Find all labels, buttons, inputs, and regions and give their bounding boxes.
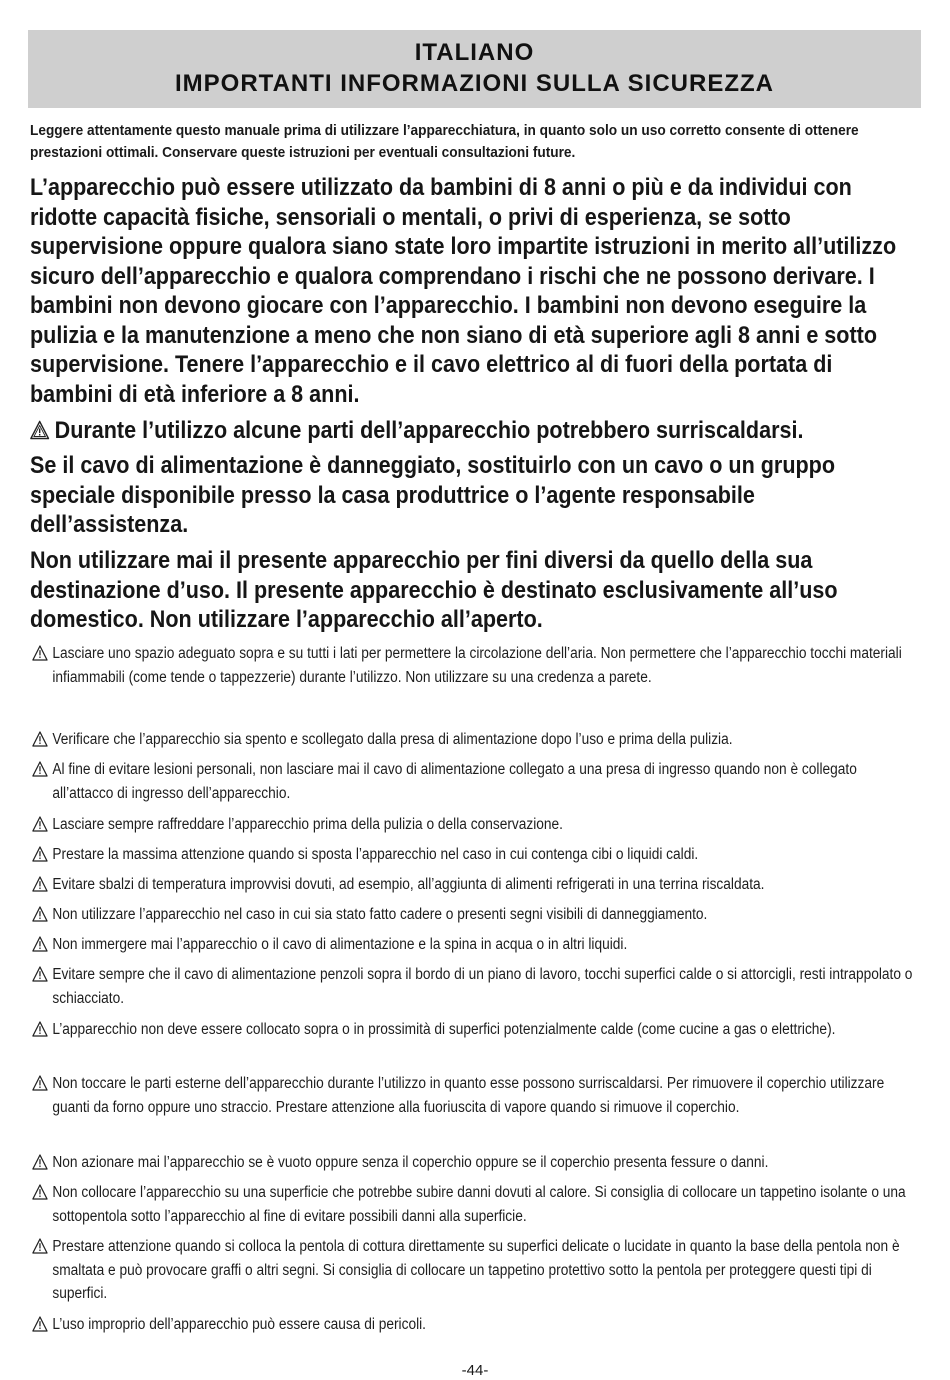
warning-text: Al fine di evitare lesioni personali, non lasciare mai il cavo di alimentazione collegato a una presa di ingresso quando non è collegato all’attacco di ingresso dell’apparecchio. [52, 761, 857, 802]
warning-text: Non toccare le parti esterne dell’apparecchio durante l’utilizzo in quanto esse possono surriscaldarsi. Per rimuovere il coperchio utilizzare guanti da forno oppure uno straccio. Prestare attenzione alla fuoriuscita di vapore quando si rimuove il coperchio. [52, 1075, 885, 1116]
warning-icon [32, 731, 48, 747]
warning-icon [32, 645, 48, 661]
warning-item [32, 1072, 917, 1119]
section-header [28, 30, 921, 108]
page-title: IMPORTANTI INFORMAZIONI SULLA SICUREZZA [175, 70, 774, 97]
warning-item [32, 873, 917, 897]
warning-icon [32, 816, 48, 832]
warning-icon [32, 876, 48, 892]
warning-icon [32, 1316, 48, 1332]
page-number: -44- [461, 1362, 489, 1379]
warning-icon [32, 846, 48, 862]
warning-item [32, 728, 917, 752]
warning-text: Non azionare mai l’apparecchio se è vuoto oppure senza il coperchio oppure se il coperchio presenta fessure o danni. [52, 1154, 769, 1171]
warning-item [32, 758, 917, 805]
warning-item [32, 903, 917, 927]
warning-text: Non collocare l’apparecchio su una superficie che potrebbe subire danni dovuti al calore. Si consiglia di collocare un tappetino isolante o una sottopentola sotto l’apparecchio al fine di evitare possibili danni alla superficie. [52, 1184, 906, 1225]
warning-icon [32, 1021, 48, 1037]
warning-text: Non utilizzare l’apparecchio nel caso in cui sia stato fatto cadere o presenti segni visibili di danneggiamento. [52, 906, 708, 923]
warning-item [32, 1313, 917, 1337]
warning-icon [32, 1075, 48, 1091]
warning-item [32, 1018, 917, 1042]
warning-item [32, 1151, 917, 1175]
warning-icon [32, 761, 48, 777]
warning-text: L’uso improprio dell’apparecchio può essere causa di pericoli. [52, 1316, 426, 1333]
warning-text: L’apparecchio non deve essere collocato sopra o in prossimità di superfici potenzialmente calde (come cucine a gas o elettriche). [52, 1021, 836, 1038]
warning-icon [32, 1238, 48, 1254]
warning-text: Evitare sempre che il cavo di alimentazione penzoli sopra il bordo di un piano di lavoro, tocchi superfici calde o si attorcigli, resti intrappolato o schiacciato. [52, 966, 913, 1007]
warning-item [32, 933, 917, 957]
warning-item [32, 1181, 917, 1228]
warning-icon [30, 418, 49, 438]
intro-paragraph: Leggere attentamente questo manuale prima di utilizzare l’apparecchiatura, in quanto solo un uso corretto consente di ottenere prestazioni ottimali. Conservare queste istruzioni per eventuali consultazioni future. [30, 122, 859, 161]
hot-parts-warning-text: Durante l’utilizzo alcune parti dell’apparecchio potrebbero surriscaldarsi. [54, 417, 804, 444]
warning-text: Prestare la massima attenzione quando si sposta l’apparecchio nel caso in cui contenga cibi o liquidi caldi. [52, 846, 699, 863]
children-warning: L’apparecchio può essere utilizzato da bambini di 8 anni o più e da individui con ridotte capacità fisiche, sensoriali o mentali, o privi di esperienza, se sotto supervisione oppure qualora siano state loro impartite istruzioni in merito all’utilizzo sicuro dell’apparecchio e qualora comprendano i rischi che ne possono derivare. I bambini non devono giocare con l’apparecchio. I bambini non devono eseguire la pulizia e la manutenzione a meno che non siano di età superiore agli 8 anni e sotto supervisione. Tenere l’apparecchio e il cavo elettrico al di fuori della portata di bambini di età inferiore a 8 anni. [30, 174, 897, 408]
warning-text: Lasciare uno spazio adeguato sopra e su tutti i lati per permettere la circolazione dell’aria. Non permettere che l’apparecchio tocchi materiali infiammabili (come tende o tappezzerie) durante l’utilizzo. Non utilizzare su una credenza a parete. [52, 645, 902, 686]
hot-parts-warning [30, 416, 919, 446]
warning-icon [32, 936, 48, 952]
warning-text: Lasciare sempre raffreddare l’apparecchio prima della pulizia o della conservazione. [52, 816, 563, 833]
warning-icon [32, 1154, 48, 1170]
warning-text: Evitare sbalzi di temperatura improvvisi dovuti, ad esempio, all’aggiunta di alimenti refrigerati in una terrina riscaldata. [52, 876, 765, 893]
warning-item [32, 813, 917, 837]
warning-item [32, 642, 917, 689]
warning-icon [32, 1184, 48, 1200]
cable-warning: Se il cavo di alimentazione è danneggiato, sostituirlo con un cavo o un gruppo speciale disponibile presso la casa produttrice o l’agente responsabile dell’assistenza. [30, 452, 836, 538]
warning-icon [32, 966, 48, 982]
warning-item [32, 1235, 917, 1306]
warning-text: Prestare attenzione quando si colloca la pentola di cottura direttamente su superfici delicate o lucidate in quanto la base della pentola non è smaltata e può provocare graffi o altri segni. Si consiglia di collocare un tappetino protettivo sotto la pentola per proteggere questi tipi di superfici. [52, 1238, 900, 1302]
warning-text: Non immergere mai l’apparecchio o il cavo di alimentazione e la spina in acqua o in altri liquidi. [52, 936, 628, 953]
language-title: ITALIANO [414, 39, 535, 66]
warning-text: Verificare che l’apparecchio sia spento e scollegato dalla presa di alimentazione dopo l’uso e prima della pulizia. [52, 731, 733, 748]
warning-item [32, 843, 917, 867]
warning-icon [32, 906, 48, 922]
use-warning: Non utilizzare mai il presente apparecchio per fini diversi da quello della sua destinazione d’uso. Il presente apparecchio è destinato esclusivamente all’uso domestico. Non utilizzare l’apparecchio all’aperto. [30, 547, 838, 633]
warning-item [32, 963, 917, 1010]
